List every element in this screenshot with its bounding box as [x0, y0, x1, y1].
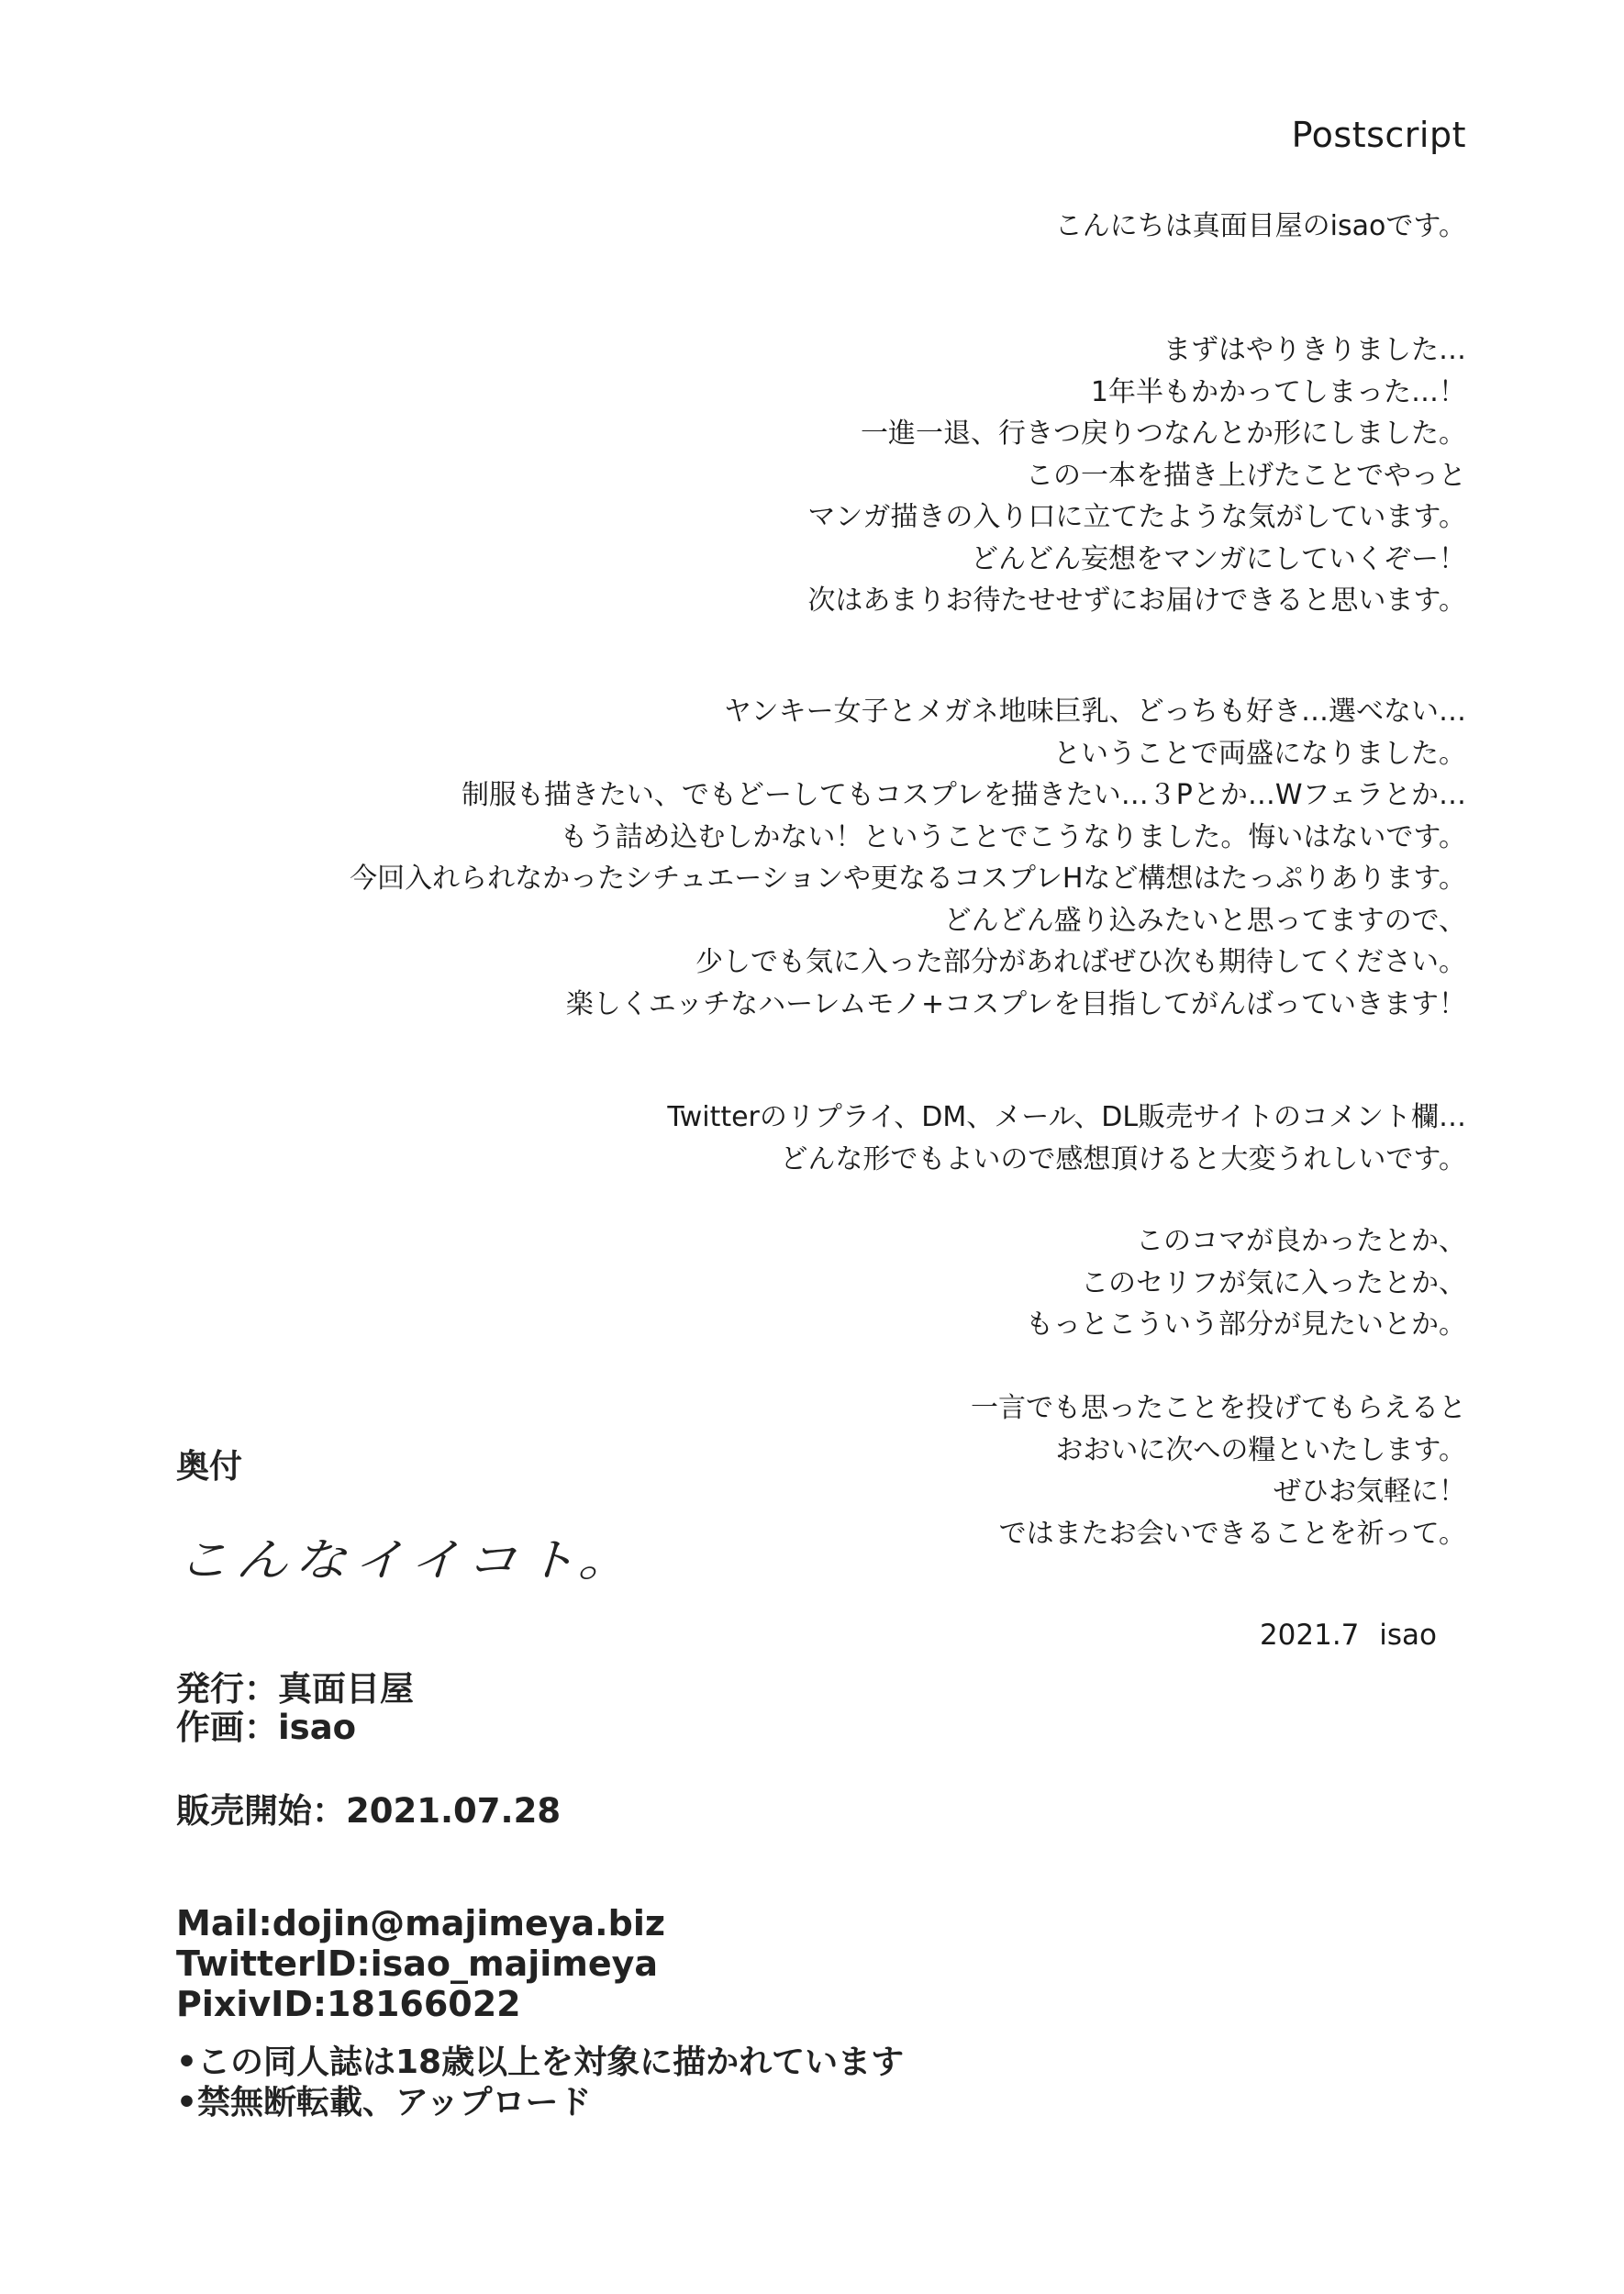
credits [176, 1670, 414, 1747]
completion-paragraph [807, 329, 1466, 622]
text-line: 一進一退、行きつ戻りつなんとか形にしました。 [861, 418, 1466, 450]
text-line: ヤンキー女子とメガネ地味巨乳、どっちも好き…選べない… [723, 696, 1466, 728]
examples-paragraph [1026, 1220, 1466, 1346]
text-line: ということで両盛になりました。 [1053, 737, 1466, 770]
text-line: どんどん盛り込みたいと思ってますので、 [943, 904, 1466, 937]
text-line: 1年半もかかってしまった…！ [1090, 375, 1466, 408]
age-notice: •この同人誌は18歳以上を対象に描かれています [176, 2043, 905, 2081]
feedback-paragraph [667, 1097, 1466, 1180]
artist-line: 作画：isao [176, 1708, 357, 1747]
text-line: 制服も描きたい、でもどーしてもコスプレを描きたい…３Pとか…Wフェラとか… [461, 779, 1466, 811]
text-line: 一言でも思ったことを投げてもらえると [971, 1392, 1466, 1424]
text-line: ぜひお気軽に！ [1274, 1476, 1466, 1508]
text-line: この一本を描き上げたことでやっと [1026, 459, 1466, 492]
contact-info [176, 1903, 665, 2024]
text-line: 楽しくエッチなハーレムモノ+コスプレを目指してがんばっていきます！ [565, 987, 1466, 1020]
closing-paragraph [971, 1387, 1466, 1554]
publisher-line: 発行：真面目屋 [176, 1669, 414, 1709]
notices [176, 2043, 904, 2123]
text-line: Twitterのリプライ、DM、メール、DL販売サイトのコメント欄… [667, 1101, 1466, 1133]
text-line: こんにちは真面目屋のisaoです。 [1054, 210, 1466, 242]
greeting-paragraph [1055, 206, 1466, 248]
text-line: 次はあまりお待たせせずにお届けできると思います。 [807, 585, 1466, 617]
reprint-notice: •禁無断転載、アップロード [176, 2084, 592, 2121]
text-line: ではまたお会いできることを祈って。 [998, 1517, 1466, 1550]
themes-paragraph [350, 691, 1466, 1025]
text-line: どんな形でもよいので感想頂けると大変うれしいです。 [780, 1142, 1466, 1175]
text-line: まずはやりきりました… [1163, 334, 1466, 366]
text-line: もう詰め込むしかない！ということでこうなりました。悔いはないです。 [560, 820, 1466, 853]
text-line: どんどん妄想をマンガにしていくぞー！ [971, 542, 1466, 575]
text-line: このコマが良かったとか、 [1136, 1225, 1466, 1257]
title-logo: こんなイイコト。 [176, 1533, 637, 1587]
signature-date: 2021.7 isao [1259, 1619, 1437, 1652]
postscript-title: Postscript [1291, 115, 1466, 155]
colophon-title: 奥付 [176, 1448, 243, 1486]
text-line: もっとこういう部分が見たいとか。 [1026, 1308, 1466, 1341]
text-line: 少しでも気に入った部分があればぜひ次も期待してください。 [695, 946, 1466, 978]
text-line: 今回入れられなかったシチュエーションや更なるコスプレHなど構想はたっぷりあります。 [350, 863, 1466, 895]
text-line: このセリフが気に入ったとか、 [1081, 1266, 1466, 1299]
mail-line: Mail:dojin@majimeya.biz [176, 1903, 665, 1943]
text-line: マンガ描きの入り口に立てたような気がしています。 [807, 501, 1466, 533]
twitter-line: TwitterID:isao_majimeya [176, 1943, 659, 1984]
sale-date-line: 販売開始：2021.07.28 [176, 1791, 562, 1831]
text-line: おおいに次への糧といたします。 [1055, 1433, 1466, 1466]
pixiv-line: PixivID:18166022 [176, 1984, 521, 2024]
